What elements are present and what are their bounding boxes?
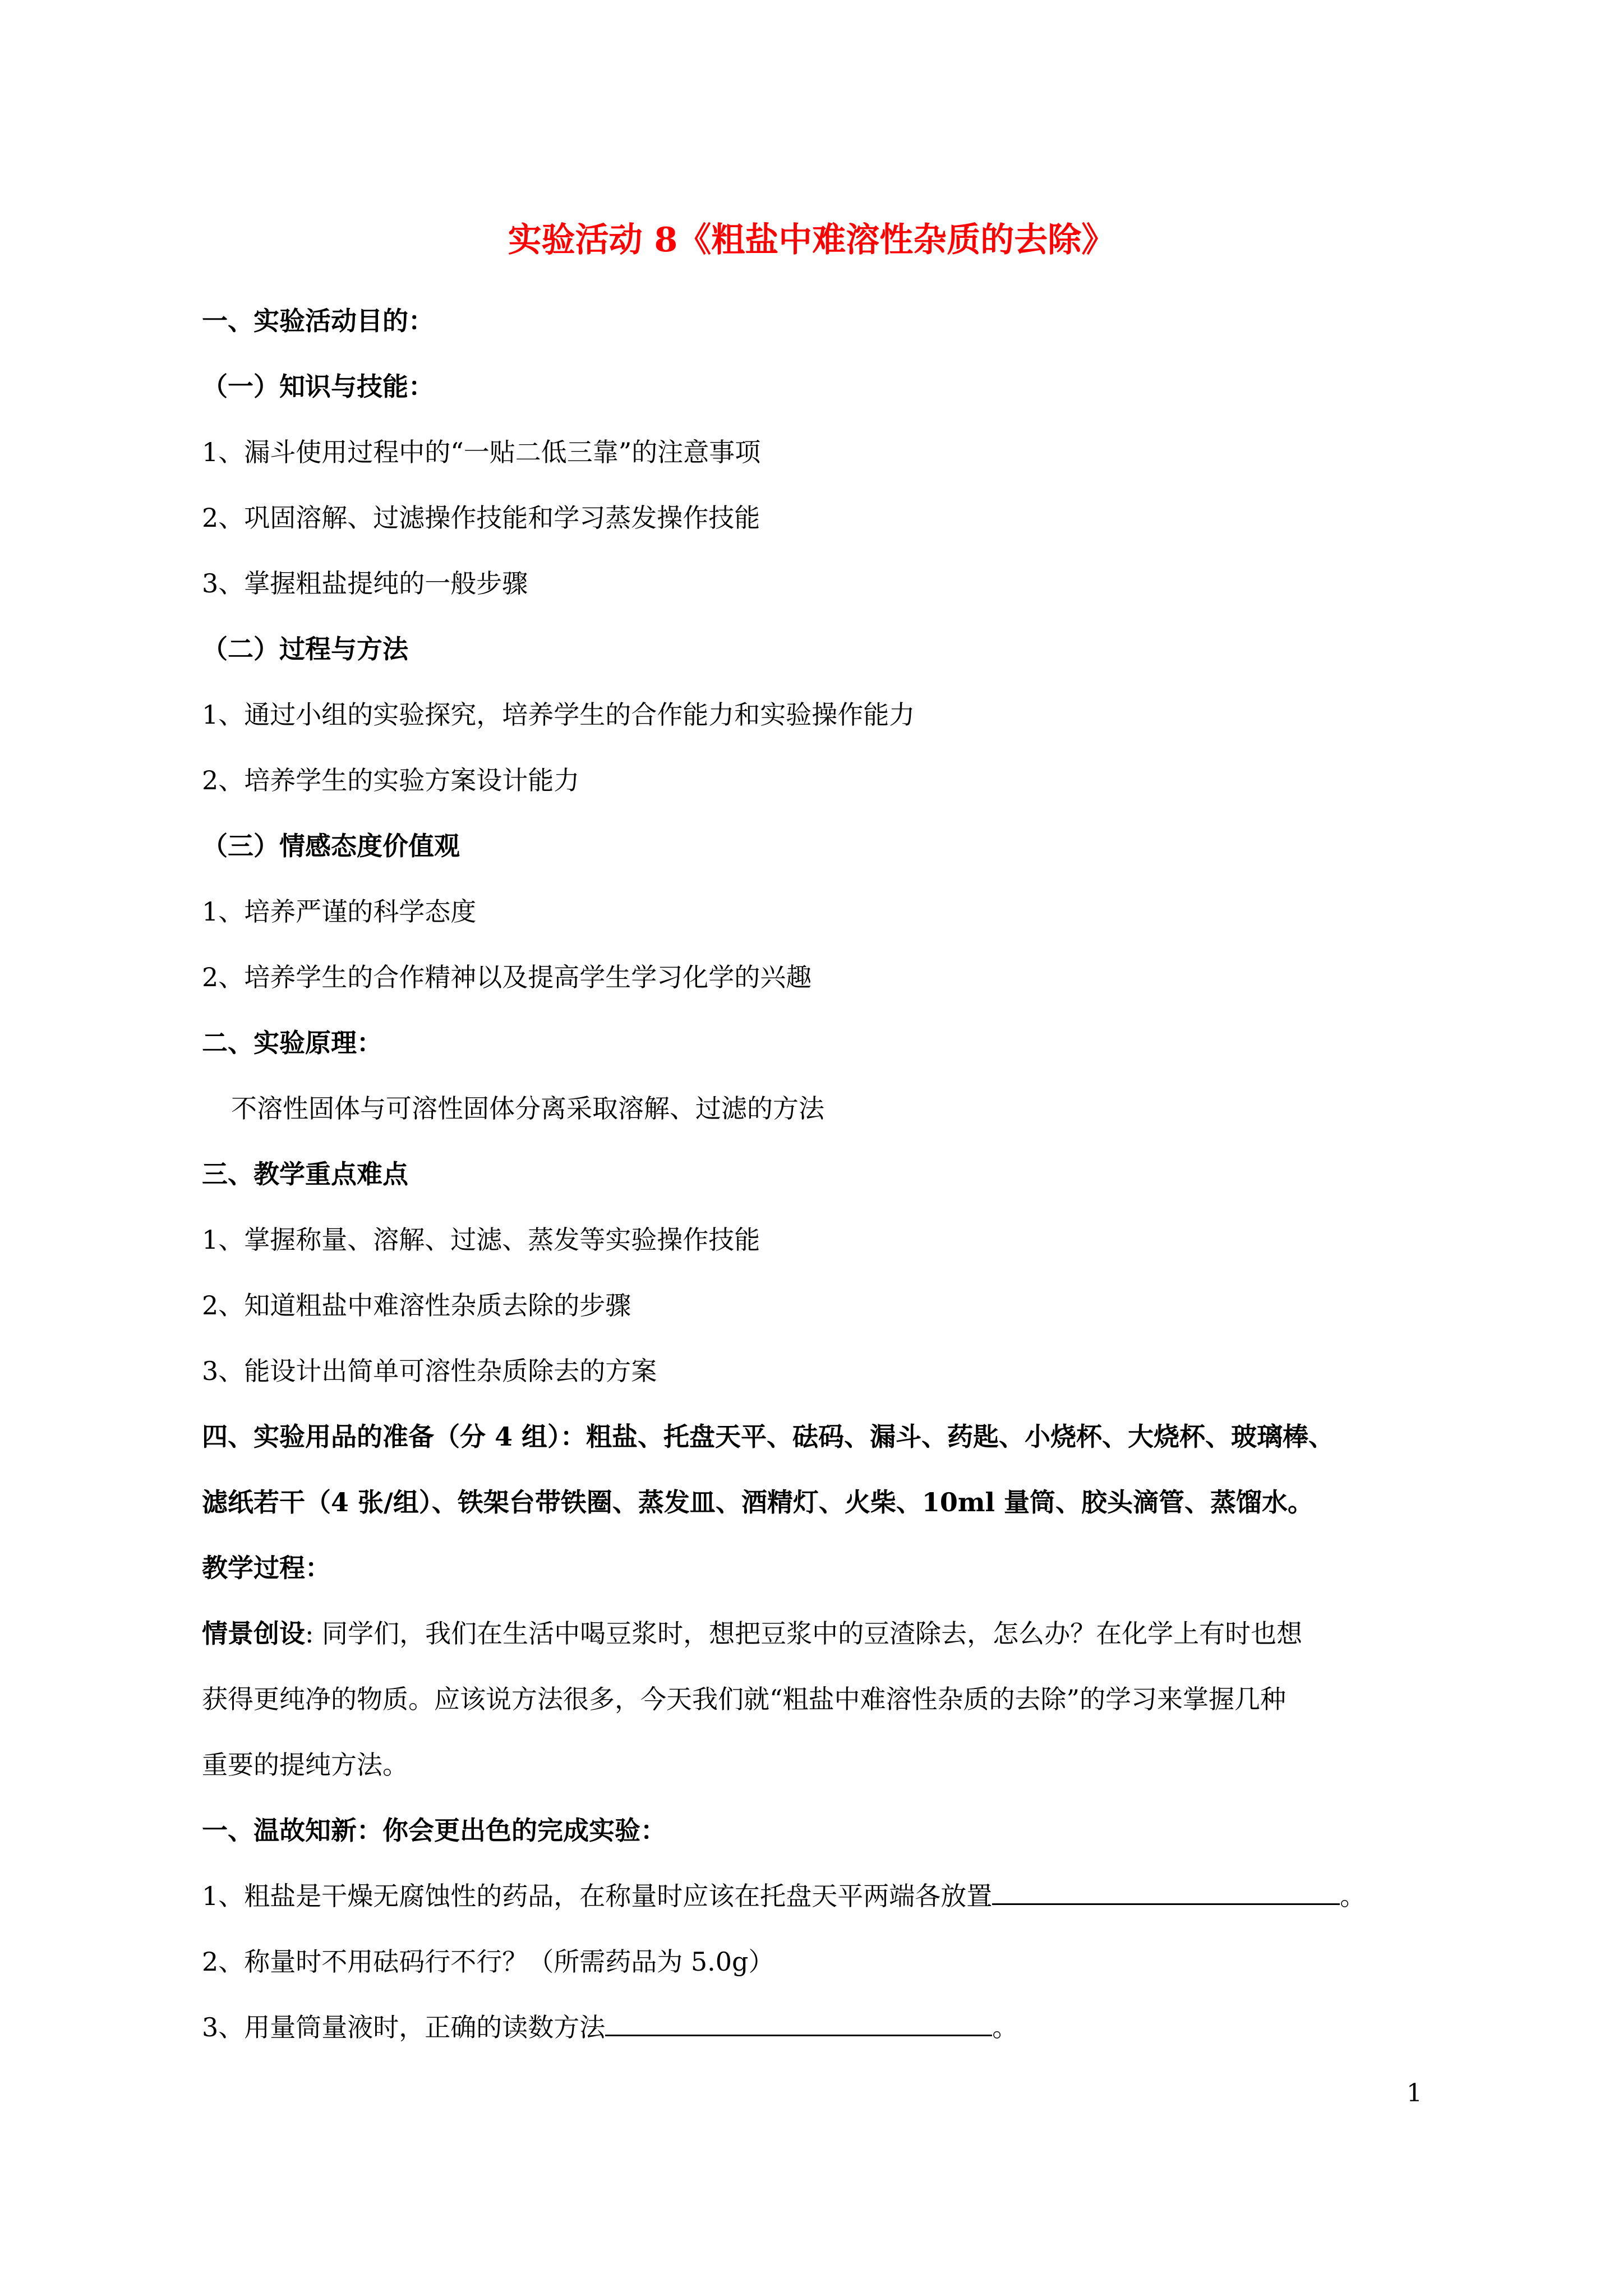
scenario-paragraph-line: 重要的提纯方法。 <box>202 1750 408 1780</box>
principle-text: 不溶性固体与可溶性固体分离采取溶解、过滤的方法 <box>231 1093 824 1124</box>
principle-heading: 二、实验原理： <box>202 1028 382 1058</box>
question-1-end: 。 <box>1340 1881 1366 1911</box>
knowledge-item: 3、掌握粗盐提纯的一般步骤 <box>202 568 528 599</box>
emotion-item: 1、培养严谨的科学态度 <box>202 896 477 927</box>
question-3-text: 3、用量筒量液时，正确的读数方法 <box>202 2012 606 2042</box>
question-1-text: 1、粗盐是干燥无腐蚀性的药品，在称量时应该在托盘天平两端各放置 <box>202 1881 993 1911</box>
answer-blank[interactable] <box>605 2012 992 2036</box>
process-heading: （二）过程与方法 <box>202 634 408 664</box>
answer-blank[interactable] <box>992 1881 1340 1905</box>
materials-line: 四、实验用品的准备（分 4 组）：粗盐、托盘天平、砝码、漏斗、药匙、小烧杯、大烧杯、玻璃棒、 <box>202 1421 1335 1452</box>
question-1 <box>202 1864 1436 1929</box>
emotion-heading: （三）情感态度价值观 <box>202 831 460 861</box>
key-item: 2、知道粗盐中难溶性杂质去除的步骤 <box>202 1290 631 1320</box>
question-3 <box>202 1995 1436 2060</box>
materials-line: 滤纸若干（4 张/组）、铁架台带铁圈、蒸发皿、酒精灯、火柴、10ml 量筒、胶头滴管、蒸馏水。 <box>202 1487 1313 1517</box>
scenario-label: 情景创设 <box>202 1618 305 1649</box>
scenario-paragraph-line <box>202 1601 1436 1667</box>
key-heading: 三、教学重点难点 <box>202 1159 408 1189</box>
page-number: 1 <box>1407 2079 1422 2108</box>
process-item: 2、培养学生的实验方案设计能力 <box>202 765 580 795</box>
knowledge-item: 2、巩固溶解、过滤操作技能和学习蒸发操作技能 <box>202 503 760 533</box>
document-title: 实验活动 8《粗盐中难溶性杂质的去除》 <box>508 220 1115 260</box>
review-heading: 一、温故知新：你会更出色的完成实验： <box>202 1815 666 1846</box>
scenario-paragraph-line: 获得更纯净的物质。应该说方法很多，今天我们就“粗盐中难溶性杂质的去除”的学习来掌握几种 <box>202 1684 1287 1714</box>
document-body <box>202 288 1436 2060</box>
teaching-heading: 教学过程： <box>202 1553 331 1583</box>
scenario-text: : 同学们，我们在生活中喝豆浆时，想把豆浆中的豆渣除去，怎么办？在化学上有时也想 <box>305 1618 1303 1649</box>
knowledge-item: 1、漏斗使用过程中的“一贴二低三靠”的注意事项 <box>202 437 761 467</box>
goal-heading: 一、实验活动目的： <box>202 306 434 336</box>
key-item: 1、掌握称量、溶解、过滤、蒸发等实验操作技能 <box>202 1225 760 1255</box>
question-3-end: 。 <box>992 2012 1018 2042</box>
process-item: 1、通过小组的实验探究，培养学生的合作能力和实验操作能力 <box>202 700 915 730</box>
question-2: 2、称量时不用砝码行不行？（所需药品为 5.0g） <box>202 1947 774 1977</box>
knowledge-heading: （一）知识与技能： <box>202 371 434 402</box>
emotion-item: 2、培养学生的合作精神以及提高学生学习化学的兴趣 <box>202 962 812 992</box>
key-item: 3、能设计出简单可溶性杂质除去的方案 <box>202 1356 657 1386</box>
